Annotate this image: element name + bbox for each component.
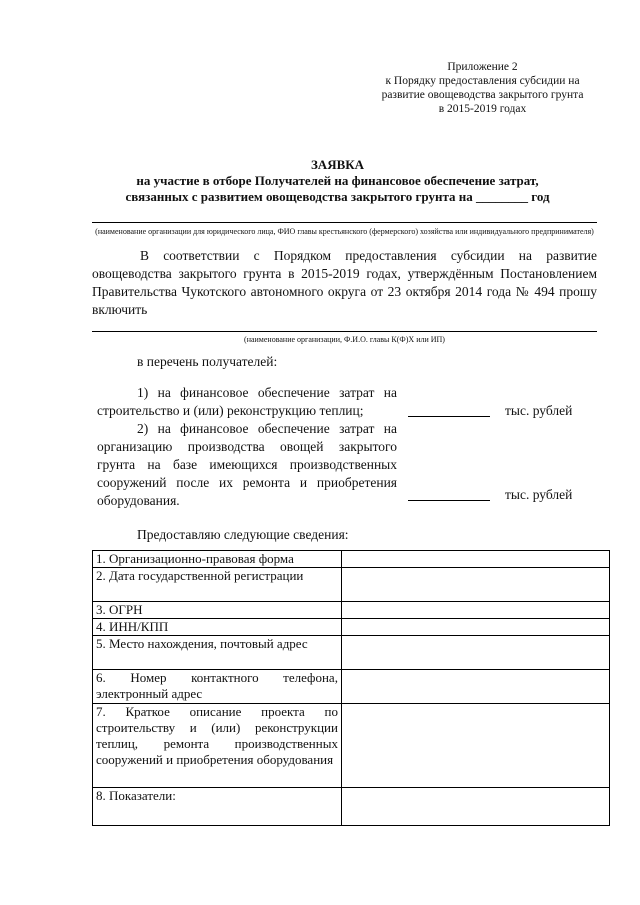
row-3-value[interactable] — [341, 602, 609, 619]
row-6-value[interactable] — [341, 670, 609, 704]
table-row — [93, 704, 610, 788]
provide-text: Предоставляю следующие сведения: — [137, 527, 349, 542]
option-2 — [97, 420, 397, 510]
table-row — [93, 788, 610, 826]
row-4-value[interactable] — [341, 619, 609, 636]
recipients-text: в перечень получателей: — [137, 354, 278, 369]
organization-name-line — [92, 222, 597, 223]
row-2-label: 2. Дата государственной регистрации — [93, 568, 342, 602]
table-row — [93, 568, 610, 602]
option-1-unit: тыс. рублей — [505, 403, 573, 418]
title-line-2: на участие в отборе Получателей на финансовое обеспечение затрат, — [136, 173, 539, 188]
row-6-label: 6. Номер контактного телефона, электронный адрес — [93, 670, 342, 704]
option-2-text: 2) на финансовое обеспечение затрат на организацию производства овощей закрытого грунта на базе имеющихся производственных сооружений после их ремонта и приобретения оборудования. — [97, 421, 397, 508]
appendix-line-2: к Порядку предоставления субсидии на — [385, 75, 580, 87]
row-1-label: 1. Организационно-правовая форма — [93, 551, 342, 568]
table-row — [93, 670, 610, 704]
row-5-label: 5. Место нахождения, почтовый адрес — [93, 636, 342, 670]
row-3-label: 3. ОГРН — [93, 602, 342, 619]
row-5-value[interactable] — [341, 636, 609, 670]
table-row — [93, 619, 610, 636]
row-1-value[interactable] — [341, 551, 609, 568]
body-paragraph — [92, 247, 597, 319]
appendix-header — [350, 60, 615, 116]
appendix-line-3: развитие овощеводства закрытого грунта — [381, 89, 584, 101]
appendix-line-1: Приложение 2 — [447, 61, 518, 73]
organization-caption-2: (наименование организации, Ф.И.О. главы К(Ф)Х или ИП) — [244, 335, 445, 344]
row-8-label: 8. Показатели: — [93, 788, 342, 826]
row-8-value[interactable] — [341, 788, 609, 826]
option-2-amount-blank[interactable] — [408, 500, 490, 501]
row-7-value[interactable] — [341, 704, 609, 788]
option-2-unit: тыс. рублей — [505, 487, 573, 502]
option-1 — [97, 384, 397, 420]
row-2-value[interactable] — [341, 568, 609, 602]
row-4-label: 4. ИНН/КПП — [93, 619, 342, 636]
option-1-amount-blank[interactable] — [408, 416, 490, 417]
title-main: ЗАЯВКА — [310, 157, 365, 172]
title-line-3: связанных с развитием овощеводства закрытого грунта на ________ год — [125, 189, 550, 204]
row-7-label: 7. Краткое описание проекта по строительству и (или) реконструкции теплиц, ремонта производственных сооружений и приобретения оборудования — [93, 704, 342, 788]
organization-name-line-2 — [92, 331, 597, 332]
organization-caption-1: (наименование организации для юридического лица, ФИО главы крестьянского (фермерского) хозяйства или индивидуального предпринимателя) — [95, 227, 594, 236]
document-title — [0, 157, 640, 205]
table-row — [93, 636, 610, 670]
appendix-line-4: в 2015-2019 годах — [438, 103, 527, 115]
table-row — [93, 602, 610, 619]
body-paragraph-text: В соответствии с Порядком предоставления субсидии на развитие овощеводства закрытого грунта в 2015-2019 годах, утверждённым Постановлением Правительства Чукотского автономного округа от 23 октября 2014 года № 494 прошу включить — [92, 248, 597, 317]
table-row — [93, 551, 610, 568]
info-table — [92, 550, 610, 826]
option-1-text: 1) на финансовое обеспечение затрат на строительство и (или) реконструкцию теплиц; — [97, 385, 397, 418]
